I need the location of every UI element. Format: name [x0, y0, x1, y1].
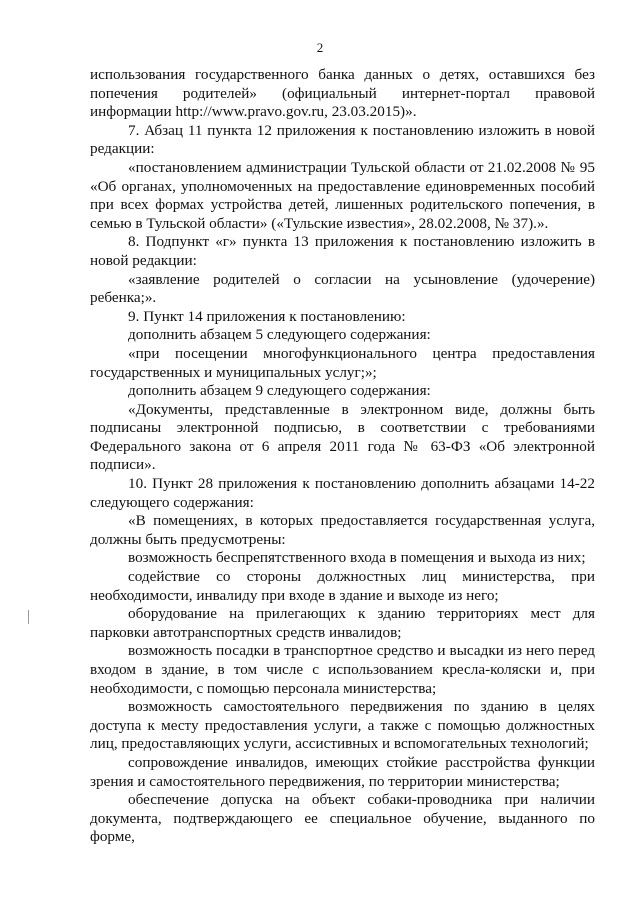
list-item: содействие со стороны должностных лиц министерства, при необходимости, инвалиду при входе в здание и выходе из него; [90, 568, 595, 604]
paragraph-continuation: использования государственного банка данных о детях, оставшихся без попечения родителей» (официальный интернет-портал правовой информации http://www.pravo.gov.ru, 23.03.2015)». [90, 66, 595, 121]
paragraph-item-7: 7. Абзац 11 пункта 12 приложения к постановлению изложить в новой редакции: [90, 121, 595, 158]
paragraph-quote-item-9-add-5: «при посещении многофункционального центра предоставления государственных и муниципальных услуг;»; [90, 344, 595, 381]
paragraph-quote-item-9-add-9: «Документы, представленные в электронном виде, должны быть подписаны электронной подписью, в соответствии с требованиями Федерального закона от 6 апреля 2011 года № 63-ФЗ «Об электронной подписи». [90, 400, 595, 474]
scan-artifact-mark [28, 610, 29, 624]
list-item: обеспечение допуска на объект собаки-проводника при наличии документа, подтверждающего ее специальное обучение, выданного по форме, [90, 791, 595, 846]
document-body [90, 66, 595, 847]
list-item: возможность самостоятельного передвижения по зданию в целях доступа к месту предоставления услуги, а также с помощью должностных лиц, предоставляющих услуги, ассистивных и вспомогательных технологий; [90, 698, 595, 753]
list-item: возможность посадки в транспортное средство и высадки из него перед входом в здание, в том числе с использованием кресла-коляски и, при необходимости, с помощью персонала министерства; [90, 642, 595, 697]
list-item: сопровождение инвалидов, имеющих стойкие расстройства функции зрения и самостоятельного передвижения, по территории министерства; [90, 753, 595, 790]
paragraph-item-9-add-5: дополнить абзацем 5 следующего содержания: [128, 326, 431, 344]
list-item: возможность беспрепятственного входа в помещения и выхода из них; [128, 549, 586, 567]
paragraph-item-9-add-9: дополнить абзацем 9 следующего содержания: [128, 382, 431, 400]
paragraph-item-10: 10. Пункт 28 приложения к постановлению дополнить абзацами 14-22 следующего содержания: [90, 475, 595, 511]
paragraph-quote-item-8: «заявление родителей о согласии на усыновление (удочерение) ребенка;». [90, 270, 595, 307]
paragraph-item-9: 9. Пункт 14 приложения к постановлению: [128, 307, 406, 325]
paragraph-quote-item-10-intro: «В помещениях, в которых предоставляется государственная услуга, должны быть предусмотрены: [90, 512, 595, 548]
list-item: оборудование на прилегающих к зданию территориях мест для парковки автотранспортных средств инвалидов; [90, 605, 595, 641]
paragraph-item-8: 8. Подпункт «г» пункта 13 приложения к постановлению изложить в новой редакции: [90, 233, 595, 269]
paragraph-quote-item-7: «постановлением администрации Тульской области от 21.02.2008 № 95 «Об органах, уполномоченных на предоставление единовременных пособий при всех формах устройства детей, лишенных родительского попечения, в семью в Тульской области» («Тульские известия», 28.02.2008, № 37).». [90, 158, 595, 232]
page-number: 2 [316, 40, 324, 55]
